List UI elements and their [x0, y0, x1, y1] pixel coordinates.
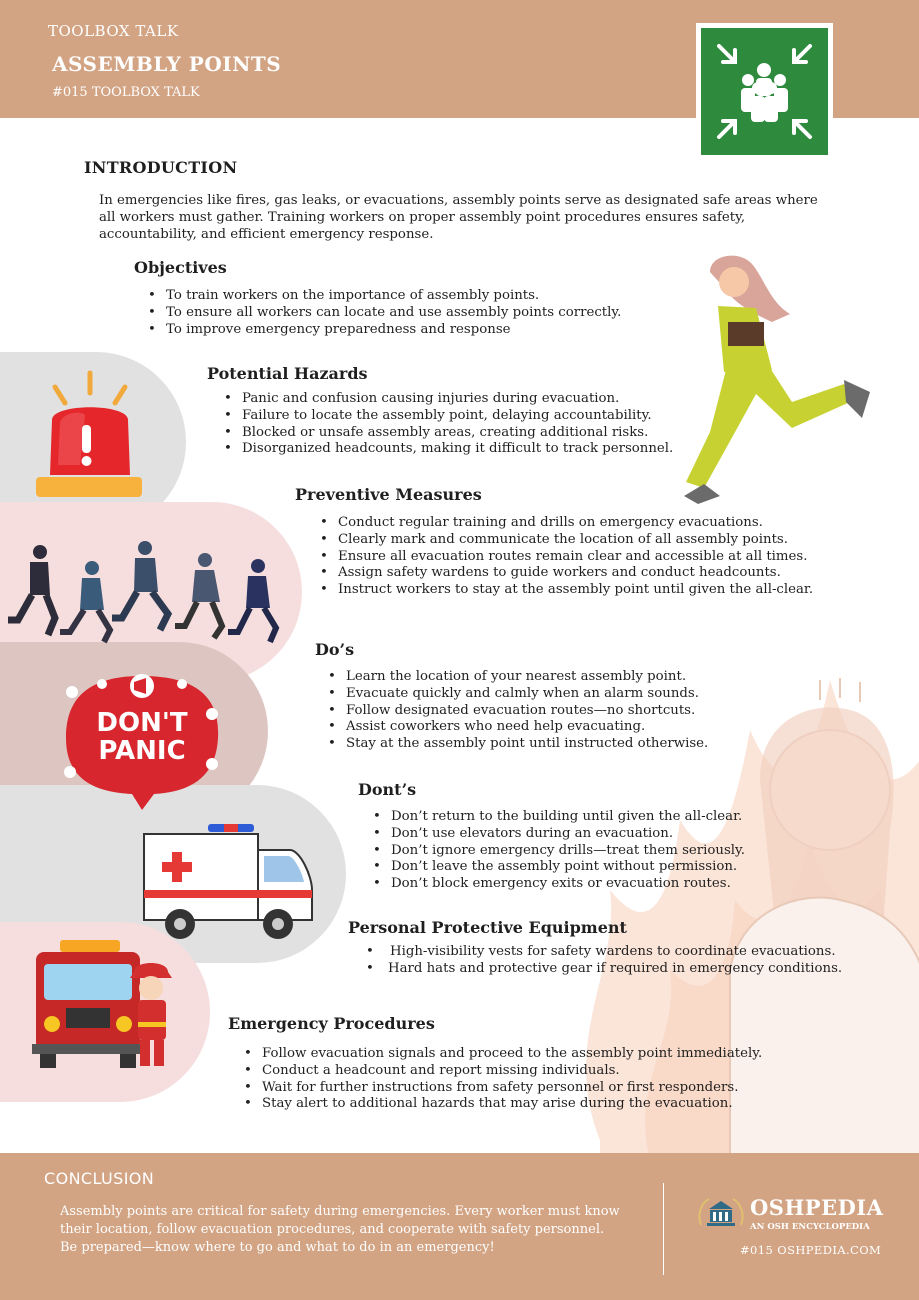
ppe-list	[366, 944, 842, 978]
list-item: • Failure to locate the assembly point, delaying accountability.	[224, 408, 673, 425]
donts-list	[373, 809, 745, 893]
page-title: ASSEMBLY POINTS	[52, 52, 282, 76]
ppe-title: Personal Protective Equipment	[348, 918, 627, 937]
list-item: • Don’t block emergency exits or evacuation routes.	[373, 876, 745, 893]
brand-tagline: AN OSH ENCYCLOPEDIA	[750, 1222, 870, 1232]
dos-list	[328, 669, 708, 753]
list-item: • Panic and confusion causing injuries during evacuation.	[224, 391, 673, 408]
hazards-title: Potential Hazards	[207, 364, 368, 383]
list-item: • Don’t use elevators during an evacuation.	[373, 826, 745, 843]
brand-site: #015 OSHPEDIA.COM	[740, 1243, 882, 1257]
assembly-point-sign	[696, 23, 833, 160]
conclusion-title: CONCLUSION	[44, 1169, 155, 1188]
list-item: • Don’t ignore emergency drills—treat them seriously.	[373, 843, 745, 860]
list-item: • High-visibility vests for safety wardens to coordinate evacuations.	[366, 944, 842, 961]
header-kicker: TOOLBOX TALK	[48, 22, 179, 40]
list-item: • Instruct workers to stay at the assembly point until given the all-clear.	[320, 582, 813, 599]
list-item: • Follow evacuation signals and proceed to the assembly point immediately.	[244, 1046, 762, 1063]
list-item: • Clearly mark and communicate the location of all assembly points.	[320, 532, 813, 549]
alarm-siren-icon	[30, 365, 150, 505]
list-item: • Assist coworkers who need help evacuating.	[328, 719, 708, 736]
firetruck-illustration	[30, 938, 190, 1073]
intro-heading: INTRODUCTION	[84, 158, 238, 177]
assembly-point-icon	[701, 28, 828, 155]
objectives-list	[148, 288, 621, 338]
list-item: • Blocked or unsafe assembly areas, creating additional risks.	[224, 425, 673, 442]
list-item: • To improve emergency preparedness and response	[148, 322, 621, 339]
preventive-title: Preventive Measures	[295, 485, 482, 504]
conclusion-footer	[0, 1153, 919, 1300]
panic-line-2: PANIC	[98, 736, 186, 766]
conclusion-text: Assembly points are critical for safety during emergencies. Every worker must know their location, follow evacuation procedures, and cooperate with safety personnel. Be prepared—know where to go and what to do in an emergency!	[60, 1204, 620, 1255]
list-item: • Ensure all evacuation routes remain clear and accessible at all times.	[320, 549, 813, 566]
emergency-list	[244, 1046, 762, 1113]
hazards-list	[224, 391, 673, 458]
list-item: • Assign safety wardens to guide workers and conduct headcounts.	[320, 565, 813, 582]
panic-line-1: DON'T	[96, 708, 188, 738]
list-item: • Conduct a headcount and report missing individuals.	[244, 1063, 762, 1080]
brand-name: OSHPEDIA	[750, 1195, 884, 1220]
list-item: • Wait for further instructions from safety personnel or first responders.	[244, 1080, 762, 1097]
ambulance-illustration	[140, 820, 320, 945]
running-workers-illustration	[0, 540, 290, 650]
dont-panic-sign	[62, 672, 222, 802]
header-subtitle: #015 TOOLBOX TALK	[52, 85, 200, 100]
list-item: • Follow designated evacuation routes—no shortcuts.	[328, 703, 708, 720]
list-item: • Don’t return to the building until given the all-clear.	[373, 809, 745, 826]
oshpedia-logo-icon	[697, 1195, 745, 1231]
list-item: • To train workers on the importance of assembly points.	[148, 288, 621, 305]
list-item: • Hard hats and protective gear if required in emergency conditions.	[366, 961, 842, 978]
preventive-list	[320, 515, 813, 599]
list-item: • Evacuate quickly and calmly when an alarm sounds.	[328, 686, 708, 703]
list-item: • Don’t leave the assembly point without permission.	[373, 859, 745, 876]
list-item: • Stay alert to additional hazards that may arise during the evacuation.	[244, 1096, 762, 1113]
intro-text: In emergencies like fires, gas leaks, or evacuations, assembly points serve as designated safe areas where all workers must gather. Training workers on proper assembly point procedures ensures safety, accountability, and efficient emergency response.	[99, 193, 818, 242]
list-item: • Disorganized headcounts, making it difficult to track personnel.	[224, 441, 673, 458]
emergency-title: Emergency Procedures	[228, 1014, 435, 1033]
running-woman-illustration	[680, 252, 880, 507]
list-item: • To ensure all workers can locate and use assembly points correctly.	[148, 305, 621, 322]
footer-divider	[663, 1183, 664, 1275]
list-item: • Conduct regular training and drills on emergency evacuations.	[320, 515, 813, 532]
dos-title: Do’s	[315, 640, 355, 659]
list-item: • Learn the location of your nearest assembly point.	[328, 669, 708, 686]
donts-title: Dont’s	[358, 780, 417, 799]
objectives-title: Objectives	[134, 258, 227, 277]
list-item: • Stay at the assembly point until instructed otherwise.	[328, 736, 708, 753]
